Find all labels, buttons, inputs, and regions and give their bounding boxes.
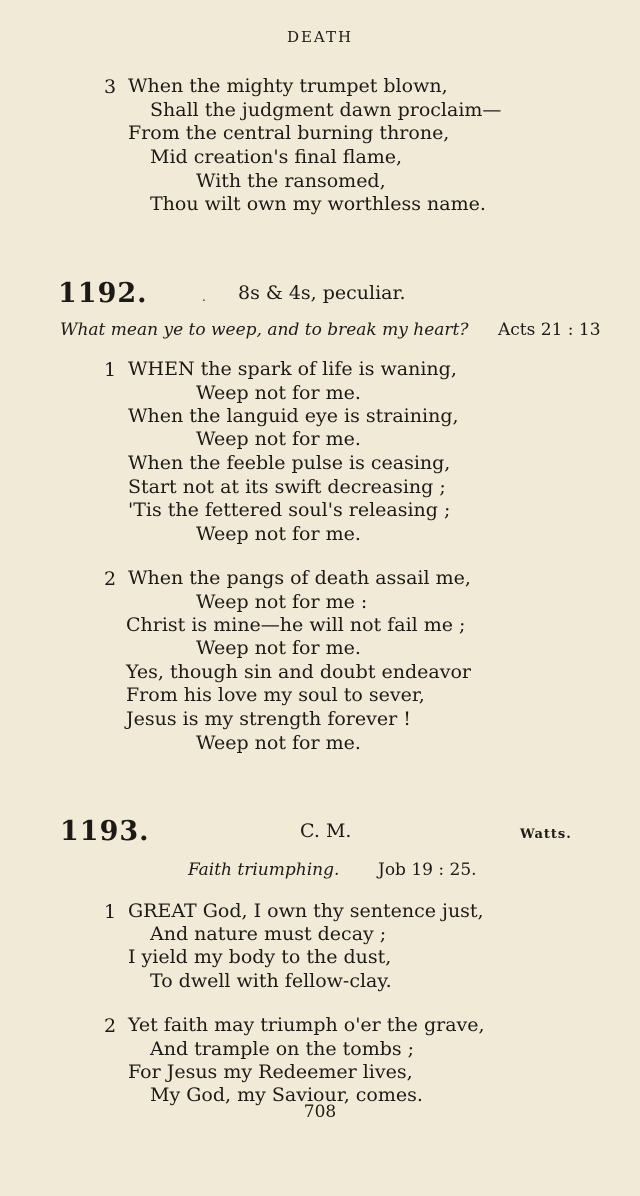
verse-line: From the central burning throne, (128, 122, 450, 144)
verse-number: 3 (104, 76, 117, 98)
verse-line: And nature must decay ; (150, 923, 387, 945)
verse-line: Start not at its swift decreasing ; (128, 476, 446, 498)
verse-line: Weep not for me. (196, 637, 361, 659)
verse-number: 1 (104, 359, 117, 381)
hymn-number: 1193. (60, 816, 150, 847)
hymn-meter: C. M. (300, 820, 352, 842)
verse-line: Weep not for me. (196, 523, 361, 545)
verse-number: 1 (104, 901, 117, 923)
verse-line: Weep not for me : (196, 591, 368, 613)
hymn-author: Watts. (520, 827, 572, 842)
verse-line: To dwell with fellow-clay. (150, 970, 392, 992)
verse-line: Thou wilt own my worthless name. (150, 193, 486, 215)
verse-number: 2 (104, 1015, 117, 1037)
verse-line: I yield my body to the dust, (128, 946, 392, 968)
hymn-subtitle: What mean ye to weep, and to break my heart? (60, 320, 469, 340)
verse-line: When the languid eye is straining, (128, 405, 459, 427)
verse-line: With the ransomed, (196, 170, 386, 192)
verse-line: For Jesus my Redeemer lives, (128, 1061, 413, 1083)
verse-line: Jesus is my strength forever ! (126, 708, 411, 730)
verse-line: My God, my Saviour, comes. (150, 1084, 423, 1106)
stray-mark: . (202, 290, 206, 304)
hymn-subtitle: Faith triumphing. (188, 860, 340, 880)
verse-line: When the feeble pulse is ceasing, (128, 452, 451, 474)
scripture-reference: Acts 21 : 13 (498, 320, 601, 340)
hymn-meter: 8s & 4s, peculiar. (238, 282, 406, 304)
verse-line: Weep not for me. (196, 382, 361, 404)
verse-line: Mid creation's final flame, (150, 146, 403, 168)
verse-line: And trample on the tombs ; (150, 1038, 415, 1060)
verse-line: Weep not for me. (196, 428, 361, 450)
verse-line: Yes, though sin and doubt endeavor (126, 661, 471, 683)
verse-line: When the mighty trumpet blown, (128, 75, 448, 97)
page-number: 708 (303, 1102, 337, 1122)
scripture-reference: Job 19 : 25. (378, 860, 477, 880)
verse-line: From his love my soul to sever, (126, 684, 425, 706)
verse-line: Christ is mine—he will not fail me ; (126, 614, 466, 636)
hymn-number: 1192. (58, 278, 148, 309)
verse-line: GREAT God, I own thy sentence just, (128, 900, 484, 922)
running-header: DEATH (286, 28, 354, 46)
verse-line: WHEN the spark of life is waning, (128, 358, 457, 380)
verse-line: Yet faith may triumph o'er the grave, (128, 1014, 485, 1036)
verse-line: When the pangs of death assail me, (128, 567, 471, 589)
verse-line: 'Tis the fettered soul's releasing ; (128, 499, 451, 521)
verse-line: Shall the judgment dawn proclaim— (150, 99, 502, 121)
verse-line: Weep not for me. (196, 732, 361, 754)
verse-number: 2 (104, 568, 117, 590)
